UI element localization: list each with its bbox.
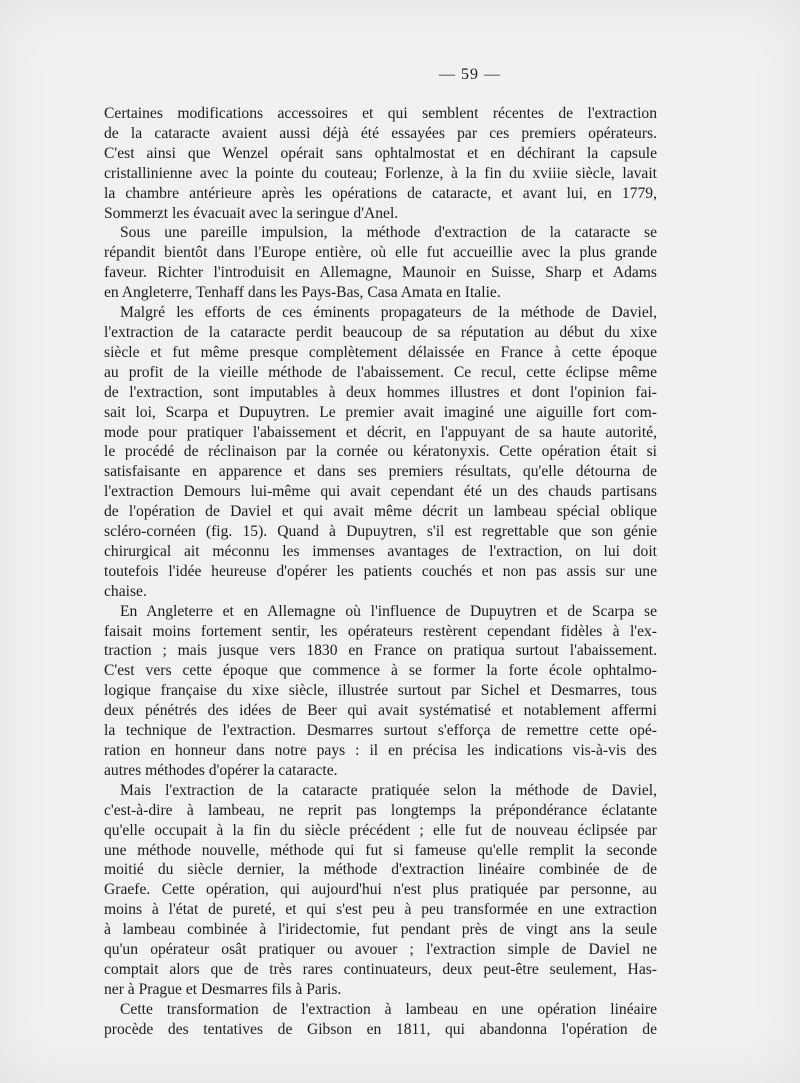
text-line: la technique de l'extraction. Desmarres surtout s'efforça de remettre cette opé- [104,722,657,740]
text-line: comptait alors que de très rares continuateurs, deux peut-être seulement, Has- [104,960,657,978]
text-line: autres méthodes d'opérer la cataracte. [104,761,338,779]
paragraph [104,1000,657,1040]
paragraph [104,303,657,602]
text-line: mode pour pratiquer l'abaissement et décrit, en l'appuyant de sa haute autorité, [104,423,657,441]
text-line: à lambeau combinée à l'iridectomie, fut pendant près de vingt ans la seule [104,921,657,939]
paragraph [104,602,657,781]
text-line: moins à l'état de pureté, et qui s'est peu à peu transformée en une extraction [104,901,657,919]
text-line: l'extraction de la cataracte perdit beaucoup de sa réputation au début du xixe [104,323,657,341]
paragraph [104,104,657,223]
text-line: le procédé de réclinaison par la cornée ou kératonyxis. Cette opération était si [104,443,657,461]
text-line: de la cataracte avaient aussi déjà été essayées par ces premiers opérateurs. [104,124,657,142]
text-line: En Angleterre et en Allemagne où l'influence de Dupuytren et de Scarpa se [120,602,657,620]
text-line: chirurgical ait méconnu les immenses avantages de l'extraction, on lui doit [104,542,657,560]
text-line: c'est-à-dire à lambeau, ne reprit pas longtemps la prépondérance éclatante [104,801,657,819]
text-line: qu'elle occupait à la fin du siècle précédent ; elle fut de nouveau éclipsée par [104,821,657,839]
text-line: satisfaisante en apparence et dans ses premiers résultats, qu'elle détourna de [104,463,657,481]
text-line: sait loi, Scarpa et Dupuytren. Le premier avait imaginé une aiguille fort com- [104,403,657,421]
page-number: — 59 — [439,66,501,83]
text-line: moitié du siècle dernier, la méthode d'extraction linéaire combinée de de [104,861,657,879]
text-line: de l'extraction, sont imputables à deux hommes illustres et dont l'opinion fai- [104,383,657,401]
text-line: Mais l'extraction de la cataracte pratiquée selon la méthode de Daviel, [120,781,657,799]
text-line: cristallinienne avec la pointe du couteau; Forlenze, à la fin du xviiie siècle, lavait [104,164,657,182]
text-line: faveur. Richter l'introduisit en Allemagne, Maunoir en Suisse, Sharp et Adams [104,264,657,282]
text-line: la chambre antérieure après les opérations de cataracte, et avant lui, en 1779, [104,184,657,202]
text-line: Sous une pareille impulsion, la méthode d'extraction de la cataracte se [120,224,657,242]
text-line: Cette transformation de l'extraction à lambeau en une opération linéaire [120,1000,657,1018]
text-line: de l'opération de Daviel et qui avait même décrit un lambeau spécial oblique [104,503,657,521]
text-line: Certaines modifications accessoires et qui semblent récentes de l'extraction [104,105,657,122]
paragraph [104,223,657,303]
text-line: scléro-cornéen (fig. 15). Quand à Dupuytren, s'il est regrettable que son génie [104,523,657,541]
text-line: toutefois l'idée heureuse d'opérer les patients couchés et non pas assis sur une [104,562,657,580]
text-line: ration en honneur dans notre pays : il en précisa les indications vis-à-vis des [104,742,657,759]
text-line: en Angleterre, Tenhaff dans les Pays-Bas, Casa Amata en Italie. [104,284,501,302]
text-line: procède des tentatives de Gibson en 1811, qui abandonna l'opération de [104,1020,657,1038]
text-line: deux pénétrés des idées de Beer qui avait systématisé et notablement affermi [104,702,657,720]
text-line: l'extraction Demours lui-même qui avait cependant été un des chauds partisans [104,483,657,501]
text-body [104,104,657,1040]
text-line: C'est vers cette époque que commence à se former la forte école ophtalmo- [104,662,657,680]
text-line: une méthode nouvelle, méthode qui fut si fameuse qu'elle remplit la seconde [104,841,657,859]
text-line: Graefe. Cette opération, qui aujourd'hui n'est plus pratiquée par personne, au [104,881,657,899]
text-line: chaise. [104,582,147,600]
text-line: faisait moins fortement sentir, les opérateurs restèrent cependant fidèles à l'ex- [104,622,657,640]
text-line: traction ; mais jusque vers 1830 en France on pratiqua surtout l'abaissement. [104,642,657,660]
text-line: répandit bientôt dans l'Europe entière, où elle fut accueillie avec la plus grande [104,244,657,262]
text-line: Malgré les efforts de ces éminents propagateurs de la méthode de Daviel, [120,304,657,322]
text-line: qu'un opérateur osât pratiquer ou avouer ; l'extraction simple de Daviel ne [104,941,657,959]
text-line: siècle et fut même presque complètement délaissée en France à cette époque [104,343,657,361]
text-line: logique française du xixe siècle, illustrée surtout par Sichel et Desmarres, tous [104,682,657,700]
text-line: ner à Prague et Desmarres fils à Paris. [104,980,342,998]
text-line: Sommerzt les évacuait avec la seringue d'Anel. [104,204,399,222]
text-line: C'est ainsi que Wenzel opérait sans ophtalmostat et en déchirant la capsule [104,144,657,162]
paragraph [104,781,657,1000]
text-line: au profit de la vieille méthode de l'abaissement. Ce recul, cette éclipse même [104,363,657,381]
